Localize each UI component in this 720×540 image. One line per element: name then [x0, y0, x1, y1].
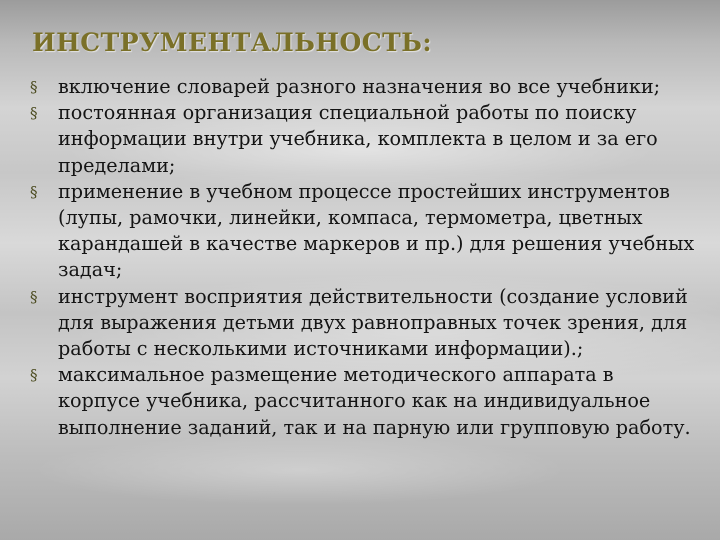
list-item-text: включение словарей разного назначения во все учебники; — [58, 75, 661, 98]
list-item-text: инструмент восприятия действительности (создание условий для выражения детьми двух равноправных точек зрения, для работы с несколькими источниками информации).; — [58, 284, 688, 361]
list-item — [30, 74, 700, 100]
list-item-text: применение в учебном процессе простейших инструментов (лупы, рамочки, линейки, компаса, термометра, цветных карандашей в качестве маркеров и пр.) для решения учебных задач; — [58, 179, 695, 282]
list-item-text: постоянная организация специальной работы по поиску информации внутри учебника, комплекта в целом и за его пределами; — [58, 101, 658, 177]
list-item-text: максимальное размещение методического аппарата в корпусе учебника, рассчитанного как на индивидуальное выполнение заданий, так и на парную или групповую работу. — [58, 363, 691, 439]
section-sign-icon: § — [30, 366, 38, 385]
list-item — [30, 179, 700, 284]
list-item — [30, 100, 700, 179]
section-sign-icon: § — [30, 78, 38, 96]
list-item — [30, 362, 700, 441]
section-sign-icon: § — [30, 287, 38, 306]
section-sign-icon: § — [30, 104, 38, 123]
bullet-list — [30, 74, 700, 441]
section-sign-icon: § — [30, 182, 38, 201]
slide-title: ИНСТРУМЕНТАЛЬНОСТЬ: — [32, 28, 433, 57]
list-item — [30, 284, 700, 363]
